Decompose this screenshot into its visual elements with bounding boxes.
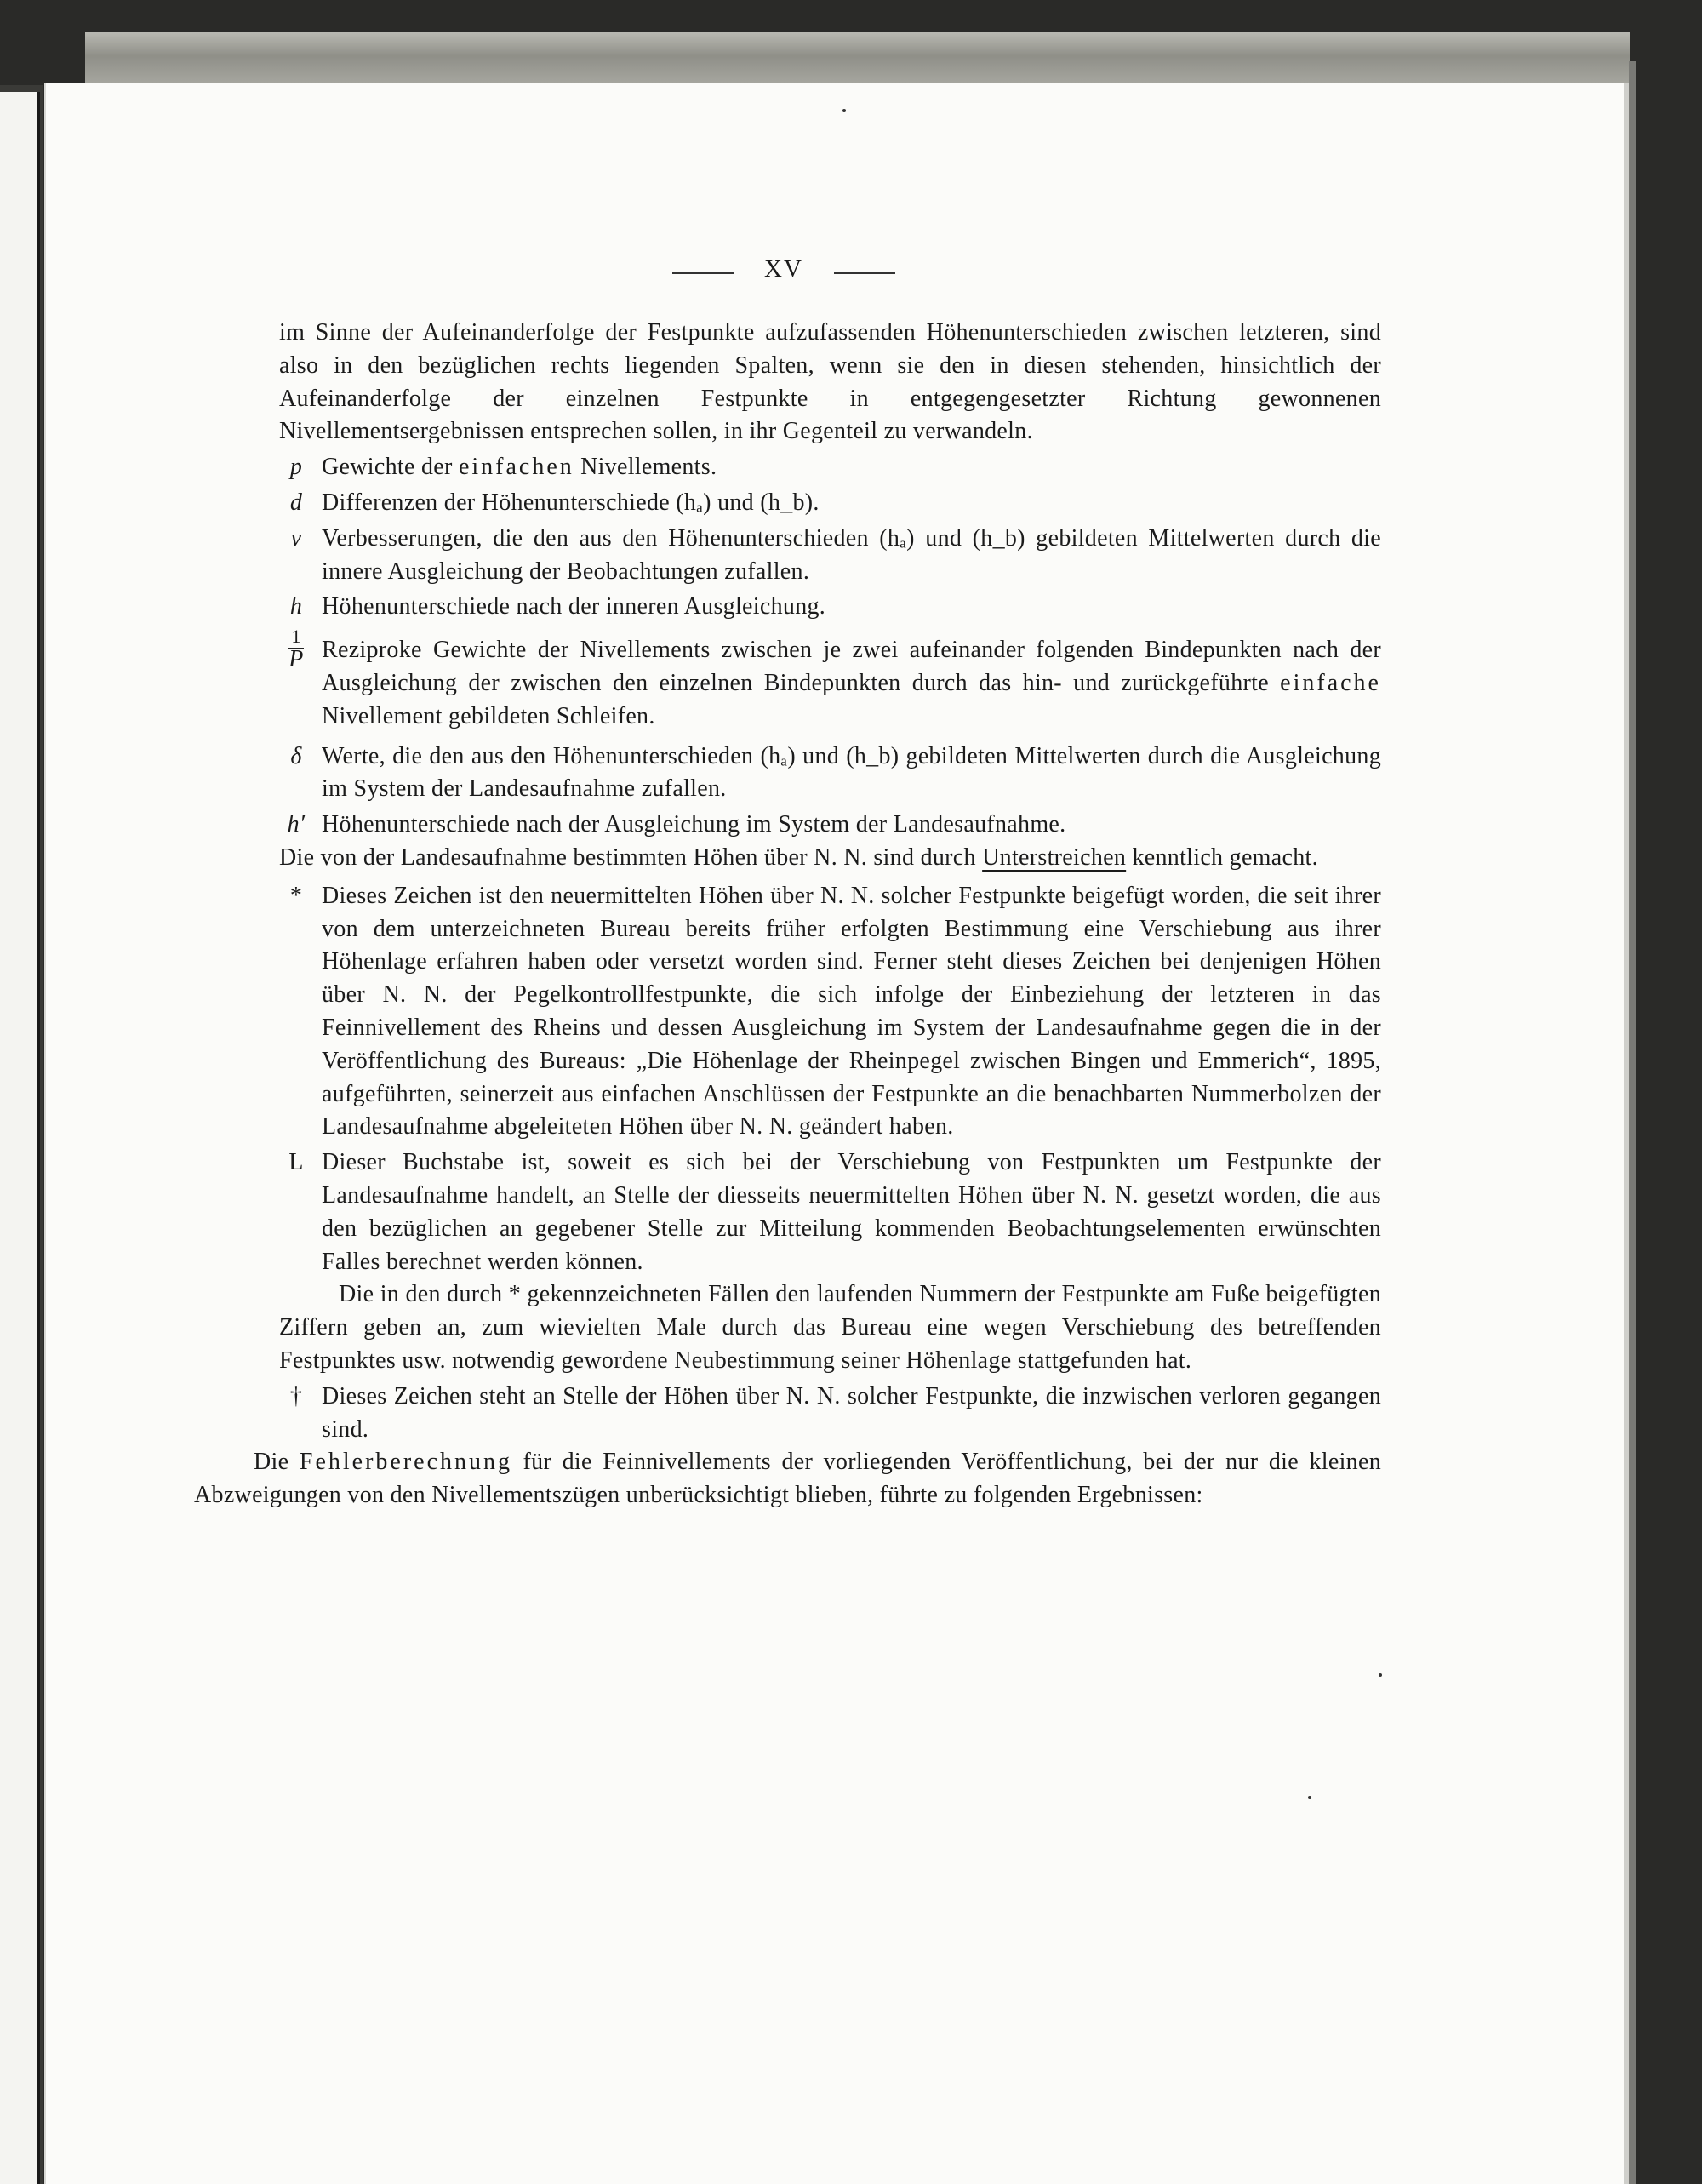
definition-text: Höhenunterschiede nach der inneren Ausgleichung. <box>322 593 826 620</box>
definition-text: Differenzen der Höhenunterschiede (hₐ) und (h_b). <box>322 489 820 516</box>
underline-note-end: kenntlich gemacht. <box>1126 843 1318 871</box>
print-speck <box>842 109 846 112</box>
definition-delta <box>279 740 1381 807</box>
letter-l-note <box>279 1146 1381 1278</box>
closing-text-end: für die Feinnivellements der vorliegenden Veröffentlichung, bei der nur die kleinen Abzweigungen von den Nivellementszügen unberücksichtigt blieben, führte zu folgenden Ergebnissen: <box>194 1449 1381 1509</box>
symbol: d <box>289 489 303 516</box>
continuation-paragraph: im Sinne der Aufeinanderfolge der Festpunkte aufzufassenden Höhenunterschieden zwischen letzteren, sind also in den bezüglichen rechts liegenden Spalten, wenn sie den in diesen stehenden, hinsichtlich der Aufeinanderfolge der einzelnen Festpunkte in entgegengesetzter Richtung gewonnenen Nivellementsergebnissen entsprechen sollen, in ihr Gegenteil zu verwandeln. <box>279 319 1381 445</box>
fraction-numerator: 1 <box>291 626 301 648</box>
body-text <box>194 317 1381 1512</box>
definition-text-end: Nivellements. <box>574 454 717 481</box>
definition-h <box>279 591 1381 624</box>
dagger-note <box>279 1381 1381 1447</box>
print-speck <box>1308 1796 1311 1799</box>
definition-text: Gewichte der <box>322 454 459 481</box>
page-number-dash-left <box>672 272 734 274</box>
fraction-symbol <box>279 626 313 671</box>
spaced-word: Fehlerberechnung <box>299 1449 513 1476</box>
underline-note-text: Die von der Landesaufnahme bestimmten Höhen über N. N. sind durch <box>279 843 983 871</box>
definition-p <box>279 451 1381 484</box>
definition-reciprocal-weight <box>279 626 1381 733</box>
symbol: h <box>289 593 303 620</box>
fraction-denominator: P <box>288 646 304 673</box>
page-number-label: XV <box>764 255 803 283</box>
asterisk-note <box>279 880 1381 1144</box>
definition-d <box>279 487 1381 520</box>
marked-cases-paragraph: Die in den durch * gekennzeichneten Fällen den laufenden Nummern der Festpunkte am Fuße beigefügten Ziffern geben an, zum wievielten Male durch das Bureau eine wegen Verschiebung des betreffenden Festpunktes usw. notwendig gewordene Neubestimmung seiner Höhenlage stattgefunden hat. <box>279 1281 1381 1374</box>
page-stack-edge <box>1629 61 1636 2184</box>
definition-text: Reziproke Gewichte der Nivellements zwischen je zwei aufeinander folgenden Bindepunkten nach der Ausgleichung der zwischen den einzelnen Bindepunkten durch das hin- und zurückgeführte <box>322 637 1381 696</box>
page-number <box>672 255 895 289</box>
definition-v <box>279 523 1381 589</box>
symbol: p <box>289 454 303 481</box>
letter-l-symbol: L <box>288 1149 304 1176</box>
symbol: v <box>290 524 302 552</box>
underline-note <box>279 842 1381 875</box>
dagger-symbol: † <box>289 1382 303 1409</box>
print-speck <box>1379 1673 1382 1677</box>
spaced-word: einfachen <box>458 454 574 481</box>
underlined-word: Unterstreichen <box>982 843 1127 871</box>
asterisk-symbol: * <box>289 882 303 909</box>
facing-page-edge <box>0 92 40 2184</box>
closing-text: Die <box>254 1449 300 1476</box>
symbol: h′ <box>287 811 306 838</box>
definition-text: Höhenunterschiede nach der Ausgleichung im System der Landesaufnahme. <box>322 811 1066 838</box>
dagger-note-text: Dieses Zeichen steht an Stelle der Höhen über N. N. solcher Festpunkte, die inzwischen verloren gegangen sind. <box>322 1382 1381 1443</box>
book-top-edge <box>85 32 1630 85</box>
closing-paragraph <box>194 1446 1381 1512</box>
spaced-word: einfache <box>1280 669 1381 696</box>
definition-text-end: Nivellement gebildeten Schleifen. <box>322 702 655 729</box>
asterisk-note-text: Dieses Zeichen ist den neuermittelten Höhen über N. N. solcher Festpunkte beigefügt worden, die seit ihrer von dem unterzeichneten Bureau bereits früher erfolgten Bestimmung eine Verschiebung aus ihrer Höhenlage erfahren haben oder versetzt worden sind. Ferner steht dieses Zeichen bei denjenigen Höhen über N. N. der Pegelkontrollfestpunkte, die sich infolge der Einbeziehung der letzteren in das Feinnivellement des Rheins und dessen Ausgleichung im System der Landesaufnahme gegen die in der Veröffentlichung des Bureaus: „Die Höhenlage der Rheinpegel zwischen Bingen und Emmerich“, 1895, aufgeführten, seinerzeit aus einfachen Anschlüssen der Festpunkte an die benachbarten Nummerbolzen der Landesaufnahme abgeleiteten Höhen über N. N. geändert haben. <box>322 882 1381 1141</box>
page-number-dash-right <box>834 272 895 274</box>
symbol: δ <box>290 742 302 769</box>
letter-l-note-text: Dieser Buchstabe ist, soweit es sich bei der Verschiebung von Festpunkten um Festpunkte der Landesaufnahme handelt, an Stelle der diesseits neuermittelten Höhen über N. N. gesetzt worden, die aus den bezüglichen an gegebener Stelle zur Mitteilung kommenden Beobachtungselementen erwünschten Falles berechnet werden können. <box>322 1149 1381 1275</box>
definition-text: Werte, die den aus den Höhenunterschieden (hₐ) und (h_b) gebildeten Mittelwerten durch die Ausgleichung im System der Landesaufnahme zufallen. <box>322 742 1381 803</box>
definition-h-prime <box>279 809 1381 842</box>
definition-text: Verbesserungen, die den aus den Höhenunterschieden (hₐ) und (h_b) gebildeten Mittelwerten durch die innere Ausgleichung der Beobachtungen zufallen. <box>322 524 1381 585</box>
